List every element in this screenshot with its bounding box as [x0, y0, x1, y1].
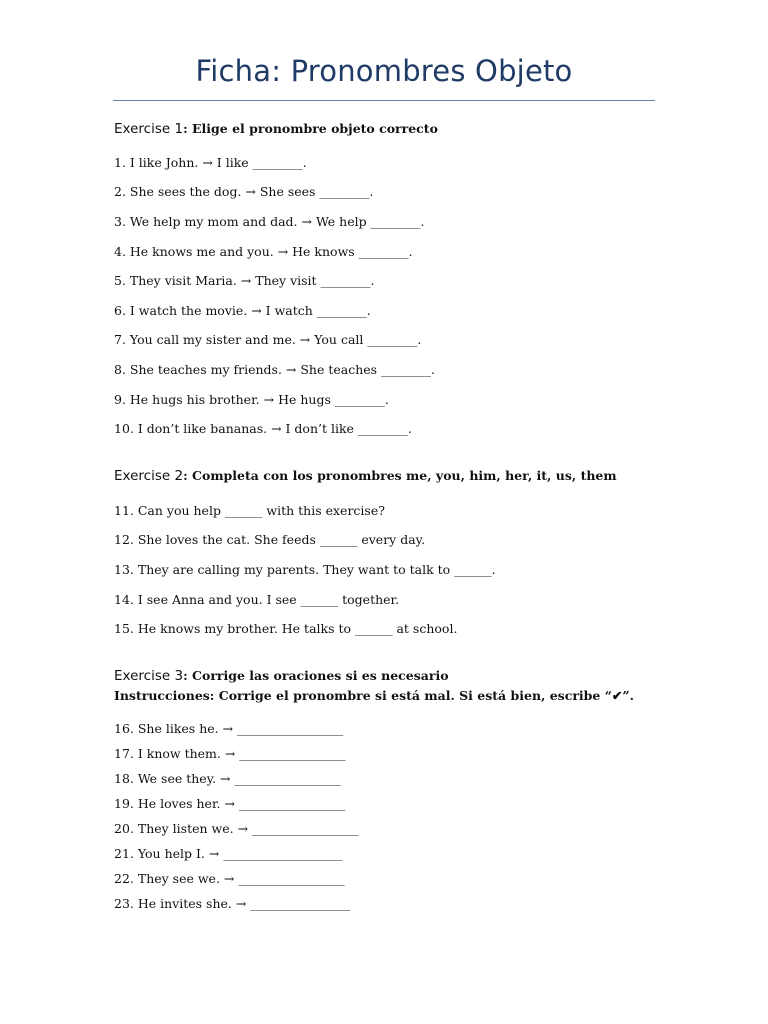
- exercise-1-item: 10. I don’t like bananas. → I don’t like ________.: [114, 421, 412, 436]
- exercise-1-item: 5. They visit Maria. → They visit ________.: [114, 273, 375, 288]
- exercise-3-item: 21. You help I. → ___________________: [114, 846, 343, 861]
- exercise-1-item: 1. I like John. → I like ________.: [114, 155, 307, 170]
- exercise-1-label: Exercise 1: [114, 121, 184, 137]
- exercise-3-item: 19. He loves her. → _________________: [114, 796, 346, 811]
- exercise-3-heading: [114, 668, 449, 684]
- exercise-1-heading: [114, 121, 438, 137]
- exercise-3-label: Exercise 3: [114, 668, 184, 684]
- exercise-1-item: 7. You call my sister and me. → You call ________.: [114, 332, 422, 347]
- exercise-3-item: 17. I know them. → _________________: [114, 746, 346, 761]
- exercise-3-item: 22. They see we. → _________________: [114, 871, 345, 886]
- exercise-2-item: 15. He knows my brother. He talks to ______ at school.: [114, 621, 458, 636]
- exercise-3-item: 16. She likes he. → _________________: [114, 721, 344, 736]
- exercise-2-item: 12. She loves the cat. She feeds ______ every day.: [114, 532, 426, 547]
- exercise-3-item: 20. They listen we. → _________________: [114, 821, 359, 836]
- exercise-1-item: 2. She sees the dog. → She sees ________.: [114, 184, 374, 199]
- exercise-3-instruction: : Corrige las oraciones si es necesario: [183, 668, 449, 683]
- exercise-1-item: 3. We help my mom and dad. → We help ________.: [114, 214, 425, 229]
- exercise-2-label: Exercise 2: [114, 468, 184, 484]
- exercise-2-item: 14. I see Anna and you. I see ______ together.: [114, 592, 400, 607]
- title-divider: [113, 100, 655, 101]
- exercise-2-instruction: : Completa con los pronombres me, you, him, her, it, us, them: [183, 468, 617, 483]
- exercise-3-item: 18. We see they. → _________________: [114, 771, 341, 786]
- page-title: Ficha: Pronombres Objeto: [195, 54, 573, 88]
- exercise-1-instruction: : Elige el pronombre objeto correcto: [183, 121, 438, 136]
- exercise-1-item: 4. He knows me and you. → He knows ________.: [114, 244, 413, 259]
- exercise-3-item: 23. He invites she. → ________________: [114, 896, 351, 911]
- exercise-2-item: 13. They are calling my parents. They want to talk to ______.: [114, 562, 496, 577]
- exercise-1-item: 9. He hugs his brother. → He hugs ________.: [114, 392, 389, 407]
- exercise-2-heading: [114, 468, 617, 484]
- exercise-1-item: 8. She teaches my friends. → She teaches ________.: [114, 362, 436, 377]
- exercise-2-item: 11. Can you help ______ with this exercise?: [114, 503, 385, 518]
- exercise-3-instructions: Instrucciones: Corrige el pronombre si está mal. Si está bien, escribe “✔”.: [114, 688, 634, 703]
- exercise-1-item: 6. I watch the movie. → I watch ________.: [114, 303, 371, 318]
